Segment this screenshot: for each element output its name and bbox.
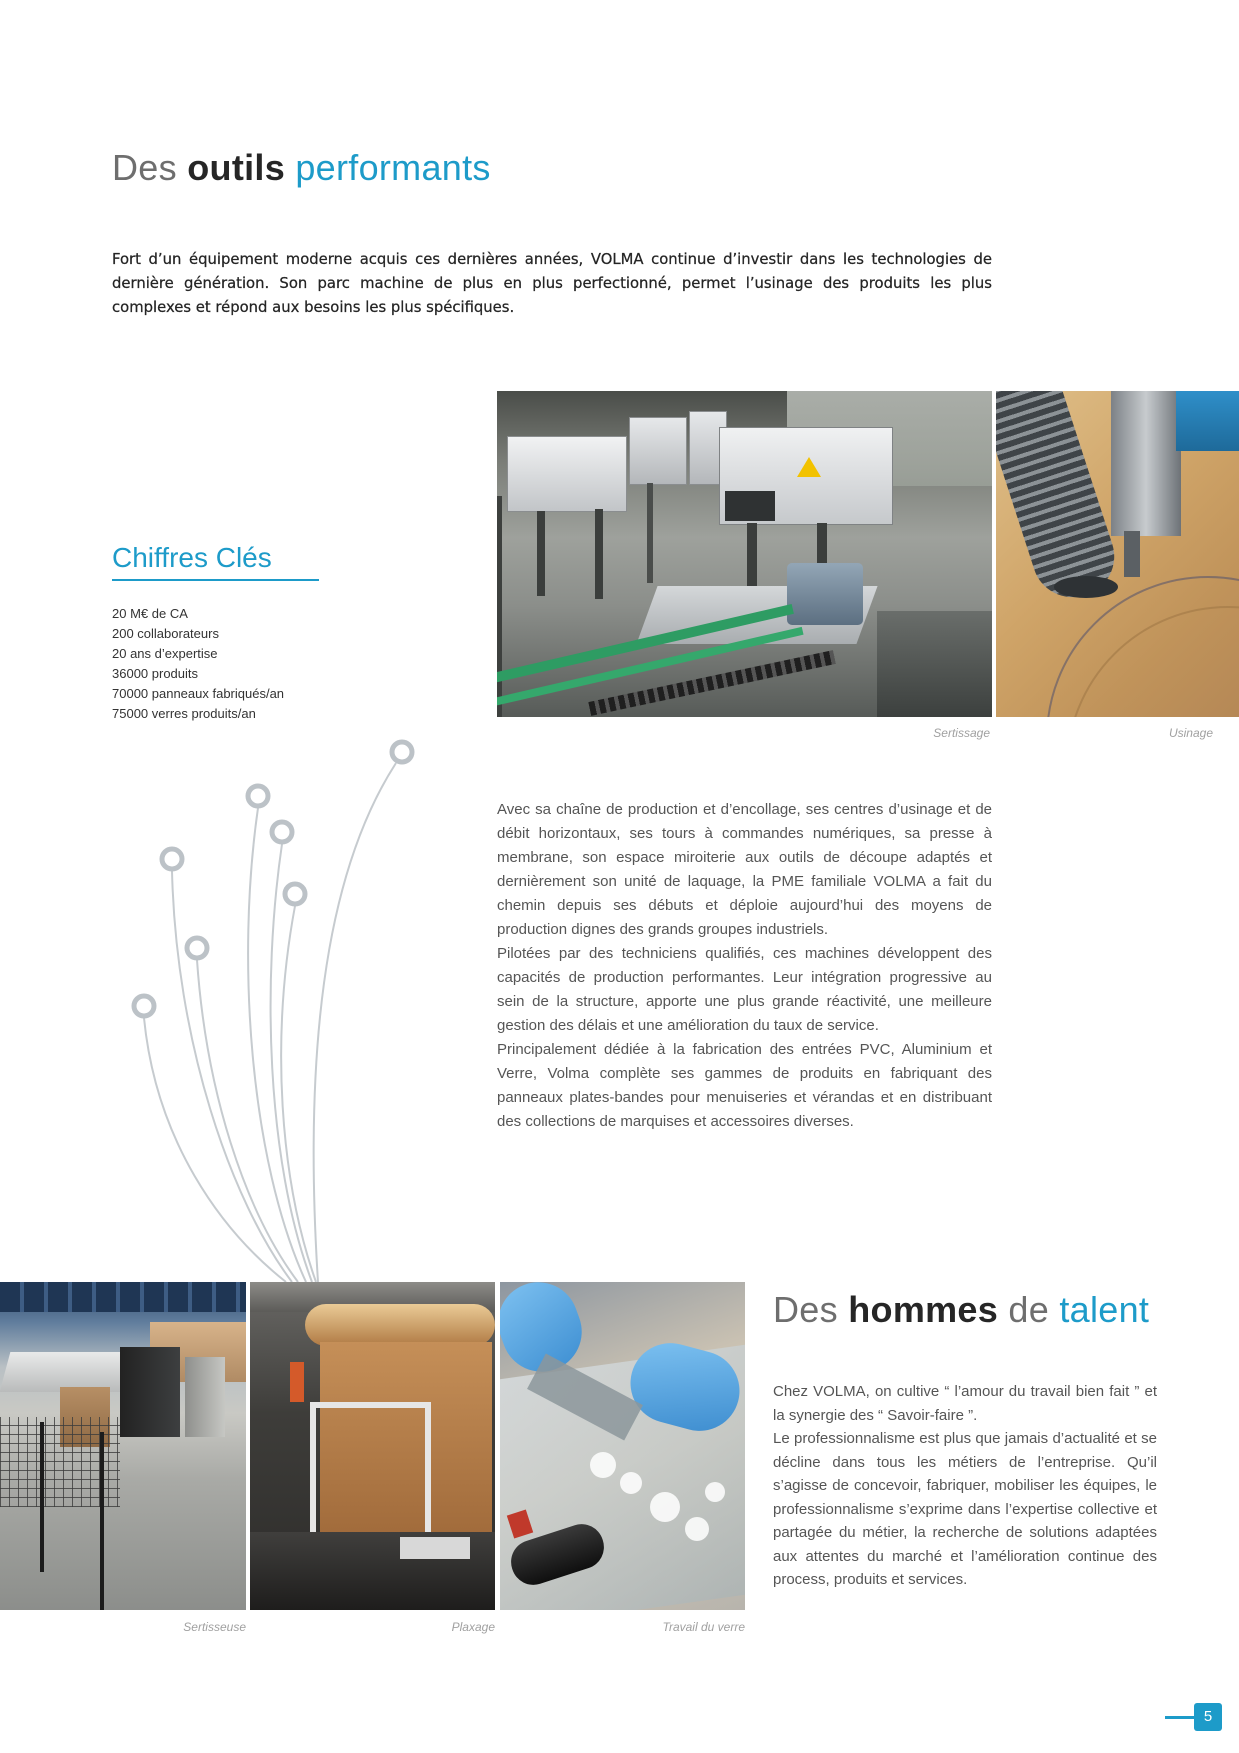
title-lead-word: Des	[773, 1289, 838, 1330]
branch-circles-ornament	[0, 700, 480, 1290]
page-number-dash	[1165, 1716, 1194, 1719]
photo-shape	[1111, 391, 1181, 536]
photo-shape	[537, 511, 545, 596]
photo-sertisseuse	[0, 1282, 246, 1610]
title-strong-word: hommes	[848, 1289, 999, 1330]
ornament-circle	[248, 786, 268, 806]
photo-shape	[1176, 391, 1239, 451]
photo-shape	[647, 483, 653, 583]
production-text	[497, 798, 992, 1134]
ornament-circle	[285, 884, 305, 904]
photo-shape	[497, 496, 502, 717]
ornament-circle	[392, 742, 412, 762]
photo-shape	[996, 391, 1125, 608]
ornament-stem	[172, 871, 292, 1282]
photo-shape	[1054, 576, 1118, 598]
photo-caption: Usinage	[1168, 726, 1213, 740]
ornament-circle	[134, 996, 154, 1016]
key-figure-item: 20 ans d’expertise	[112, 646, 218, 661]
ornament-stem	[314, 763, 396, 1282]
photo-shape	[507, 436, 627, 512]
ornament-circle	[187, 938, 207, 958]
title-strong-word: outils	[187, 147, 286, 188]
warning-triangle-icon	[797, 457, 821, 477]
photo-shape	[1124, 531, 1140, 577]
photo-shape	[650, 1492, 680, 1522]
people-text	[773, 1380, 1157, 1592]
tools-section-title	[112, 146, 491, 190]
photo-usinage	[996, 391, 1239, 717]
key-figure-item: 75000 verres produits/an	[112, 706, 256, 721]
people-paragraph: Chez VOLMA, on cultive “ l’amour du travail bien fait ” et la synergie des “ Savoir-faire ”.	[773, 1383, 1157, 1424]
photo-shape	[40, 1422, 44, 1572]
ornament-stem	[271, 844, 312, 1282]
photo-shape	[0, 1282, 246, 1312]
production-paragraph: Principalement dédiée à la fabrication des entrées PVC, Aluminium et Verre, Volma complète ses gammes de produits en fabriquant des panneaux plates-bandes pour menuiseries et vérandas et en distribuant des collections de marquises et accessoires diverses.	[497, 1041, 992, 1130]
title-lead-word: Des	[112, 147, 177, 188]
photo-shape	[185, 1357, 225, 1437]
photo-caption: Sertissage	[933, 726, 990, 740]
people-paragraph: Le professionnalisme est plus que jamais d’actualité et se décline dans tous les métiers de l’entreprise. Qu’il s’agisse de concevoir, fabriquer, mobiliser les équipes, le professionnalisme s’exprime dans l’expertise collective et partagée du métier, la recherche de solutions adaptées aux attentes du marché et l’amélioration continue des process, produits et services.	[773, 1430, 1157, 1588]
photo-sertissage	[497, 391, 992, 717]
page-number: 5	[1194, 1703, 1222, 1731]
ornament-circle	[162, 849, 182, 869]
photo-shape	[425, 1402, 431, 1552]
key-figure-item: 36000 produits	[112, 666, 199, 681]
photo-shape	[290, 1362, 304, 1402]
photo-shape	[400, 1537, 470, 1559]
photo-shape	[629, 417, 687, 485]
photo-shape	[320, 1342, 492, 1542]
photo-shape	[787, 563, 863, 625]
photo-caption: Sertisseuse	[183, 1620, 246, 1634]
photo-shape	[120, 1347, 180, 1437]
key-figures-heading: Chiffres Clés	[112, 542, 272, 573]
title-accent-word: performants	[295, 147, 491, 188]
photo-shape	[705, 1482, 725, 1502]
photo-shape	[100, 1432, 104, 1610]
photo-shape	[588, 650, 835, 716]
key-figure-item: 20 M€ de CA	[112, 606, 188, 621]
photo-caption: Plaxage	[451, 1620, 495, 1634]
photo-plaxage	[250, 1282, 495, 1610]
ornament-circle	[272, 822, 292, 842]
photo-shape	[590, 1452, 616, 1478]
key-figure-item: 200 collaborateurs	[112, 626, 219, 641]
production-paragraph: Avec sa chaîne de production et d’encollage, ses centres d’usinage et de débit horizontaux, ses tours à commandes numériques, sa presse à membrane, son espace miroiterie aux outils de découpe adaptés et dernièrement son unité de laquage, la PME familiale VOLMA a fait du chemin depuis ses débuts et déploie aujourd’hui des moyens de production dignes des grands groupes industriels.	[497, 801, 992, 938]
production-paragraph: Pilotées par des techniciens qualifiés, ces machines développent des capacités de production performantes. Leur intégration progressive au sein de la structure, apporte une plus grande réactivité, une meilleure gestion des délais et une amélioration du taux de service.	[497, 945, 992, 1034]
key-figures-list	[112, 604, 284, 724]
tools-intro-paragraph: Fort d’un équipement moderne acquis ces dernières années, VOLMA continue d’investir dans les technologies de dernière génération. Son parc machine de plus en plus perfectionné, permet l’usinage des produits les plus complexes et répond aux besoins les plus spécifiques.	[112, 251, 992, 316]
photo-shape	[310, 1402, 430, 1408]
title-accent-word: talent	[1059, 1289, 1150, 1330]
photo-shape	[620, 1472, 642, 1494]
title-mid-word: de	[1008, 1289, 1050, 1330]
photo-shape	[685, 1517, 709, 1541]
photo-shape	[725, 491, 775, 521]
photo-caption: Travail du verre	[662, 1620, 745, 1634]
key-figure-item: 70000 panneaux fabriqués/an	[112, 686, 285, 701]
photo-shape	[595, 509, 603, 599]
key-figures-underline	[112, 579, 319, 581]
ornament-stem	[281, 906, 316, 1282]
photo-travail-du-verre	[500, 1282, 745, 1610]
people-section-title	[773, 1288, 1149, 1332]
photo-shape	[305, 1304, 495, 1346]
photo-shape	[877, 611, 992, 717]
